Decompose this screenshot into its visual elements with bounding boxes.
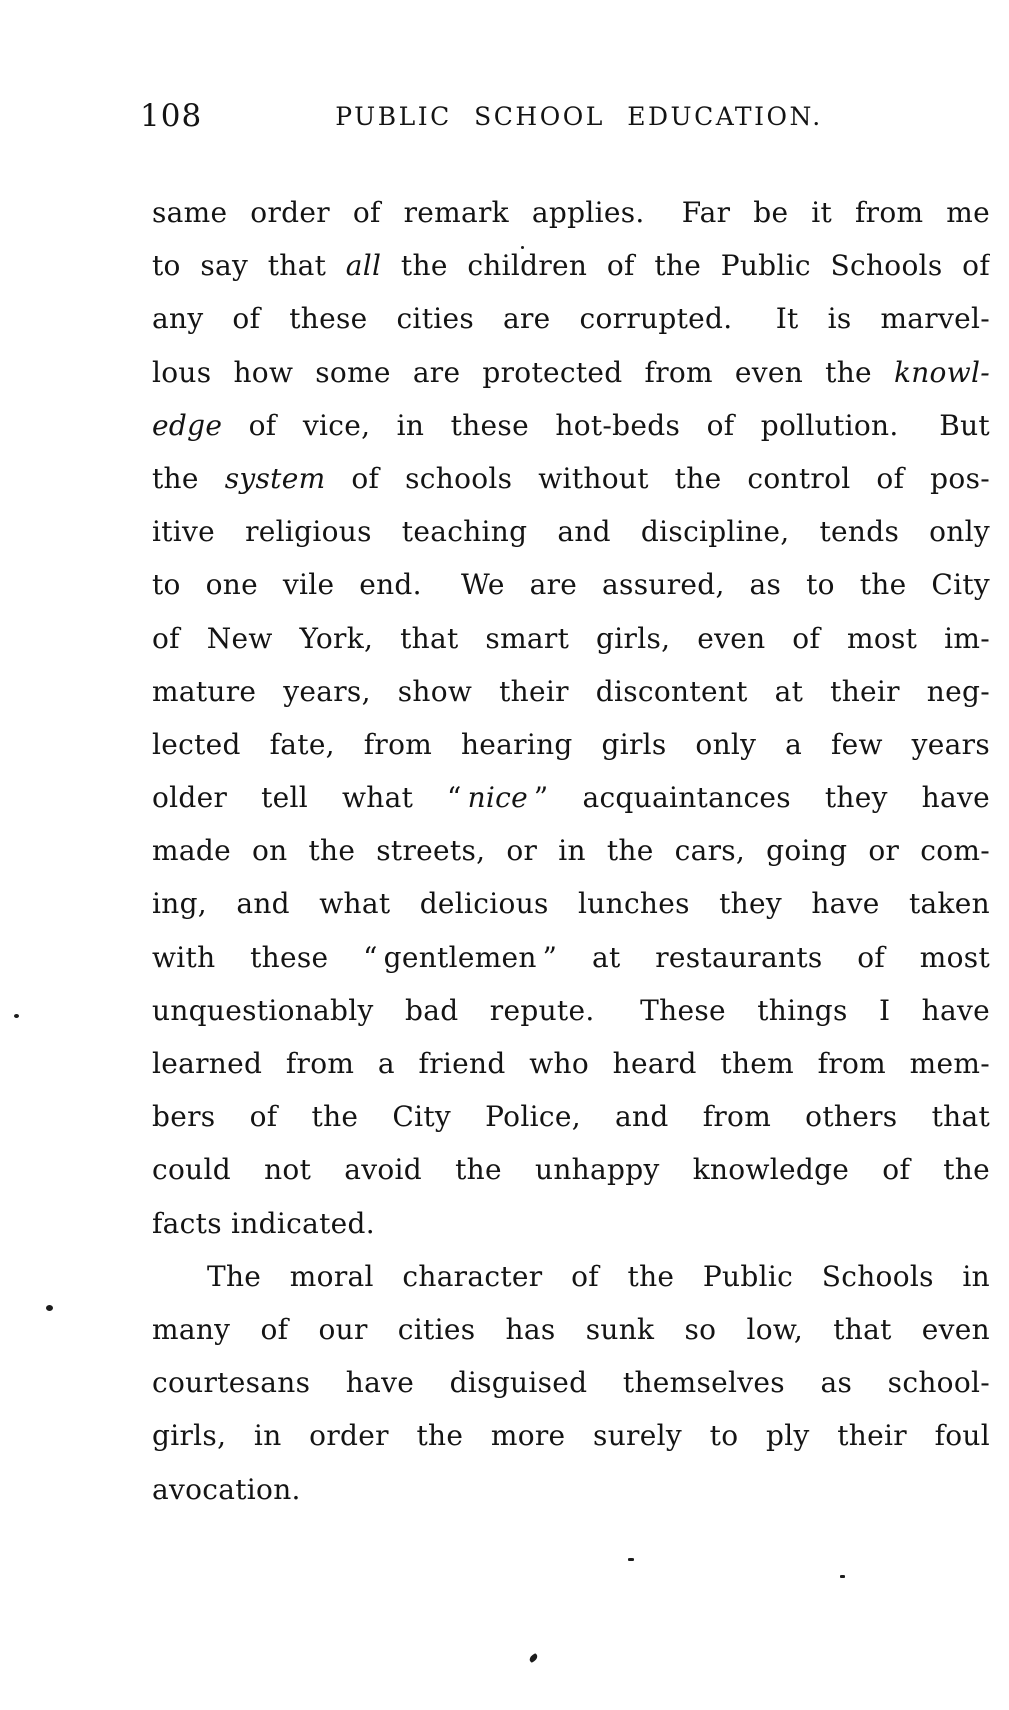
italic-text-segment: knowl- [893, 355, 990, 389]
text-segment: made on the streets, or in the cars, going or com- [152, 834, 990, 868]
text-line [152, 452, 990, 505]
text-line [152, 399, 990, 452]
text-line [152, 824, 990, 877]
scan-speck [628, 1558, 634, 1561]
text-segment: lected fate, from hearing girls only a few years [152, 727, 990, 761]
text-line [152, 505, 990, 558]
italic-text-segment: nice [467, 781, 529, 815]
page-number: 108 [140, 98, 203, 134]
text-segment: bers of the City Police, and from others that [152, 1100, 990, 1134]
page-header [140, 98, 990, 141]
text-segment: any of these cities are corrupted. It is marvel- [152, 302, 990, 336]
text-line [152, 1409, 990, 1462]
text-segment: same order of remark applies. Far be it from me [152, 196, 990, 229]
text-segment: to one vile end. We are assured, as to the City [152, 568, 990, 602]
text-segment: the [152, 461, 225, 495]
text-line [152, 558, 990, 611]
text-line [152, 1250, 990, 1303]
text-segment: could not avoid the unhappy knowledge of the [152, 1153, 990, 1187]
text-segment: mature years, show their discontent at their neg- [152, 674, 990, 708]
text-segment: with these “ gentlemen ” at restaurants of most [152, 940, 990, 974]
text-line [152, 612, 990, 665]
scan-speck [840, 1575, 845, 1578]
text-line [152, 1090, 990, 1143]
text-segment: girls, in order the more surely to ply their foul [152, 1419, 990, 1453]
text-line [152, 771, 990, 824]
text-line [152, 186, 990, 239]
text-line [152, 1037, 990, 1090]
text-segment: of schools without the control of pos- [325, 461, 990, 495]
italic-text-segment: system [224, 461, 326, 495]
text-segment: The moral character of the Public Schools in [207, 1259, 990, 1293]
italic-text-segment: edge [152, 408, 223, 442]
text-segment: learned from a friend who heard them from mem- [152, 1047, 990, 1080]
text-segment: of vice, in these hot-beds of pollution. But [222, 408, 990, 442]
text-line [152, 931, 990, 984]
text-line [152, 877, 990, 930]
text-segment: avocation. [152, 1472, 301, 1506]
text-segment: unquestionably bad repute. These things I have [152, 993, 990, 1027]
text-line [152, 1303, 990, 1356]
scan-speck [46, 1305, 53, 1311]
text-line [152, 239, 990, 292]
text-segment: courtesans have disguised themselves as school- [152, 1366, 990, 1400]
text-segment: itive religious teaching and discipline, tends only [152, 515, 990, 549]
running-title: PUBLIC SCHOOL EDUCATION. [335, 102, 823, 131]
text-segment: ing, and what delicious lunches they have taken [152, 887, 990, 921]
text-segment: to say that [152, 249, 346, 283]
text-segment: older tell what “ [152, 781, 468, 815]
text-line [152, 1463, 990, 1516]
text-segment: the children of the Public Schools of [381, 249, 990, 283]
text-segment: facts indicated. [152, 1206, 375, 1240]
scan-speck [14, 1014, 19, 1018]
italic-text-segment: all [345, 249, 382, 283]
scan-speck [528, 1653, 539, 1663]
text-segment: of New York, that smart girls, even of most im- [152, 621, 990, 655]
text-segment: lous how some are protected from even the [152, 355, 894, 389]
text-segment: many of our cities has sunk so low, that even [152, 1312, 990, 1346]
text-line [152, 1197, 990, 1250]
text-line [152, 665, 990, 718]
text-line [152, 292, 990, 345]
scan-speck [521, 246, 524, 249]
text-line [152, 718, 990, 771]
body-text [152, 186, 990, 1516]
text-segment: ” acquaintances they have [528, 781, 990, 815]
text-line [152, 1143, 990, 1196]
text-line [152, 984, 990, 1037]
text-line [152, 346, 990, 399]
text-line [152, 1356, 990, 1409]
